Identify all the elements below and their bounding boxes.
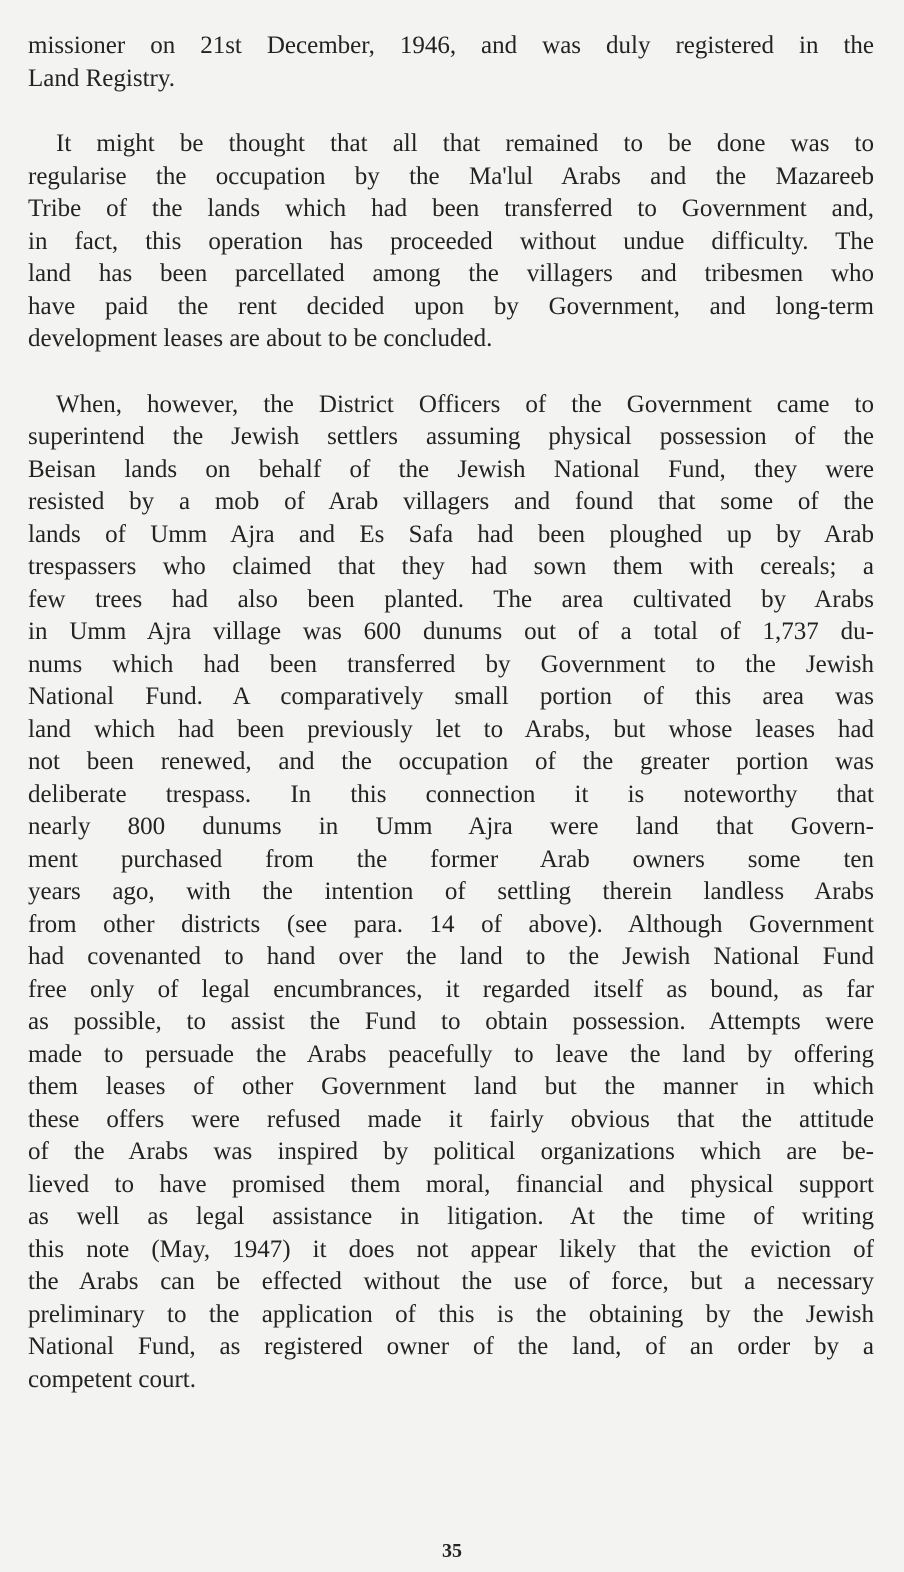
text-line: the Arabs can be effected without the use of force, but a necessary xyxy=(28,1268,874,1295)
text-line: them leases of other Government land but the manner in which xyxy=(28,1073,874,1100)
text-line: Beisan lands on behalf of the Jewish National Fund, they were xyxy=(28,455,874,483)
text-line: trespassers who claimed that they had sown them with cereals; a xyxy=(28,553,874,580)
text-line: nums which had been transferred by Government to the Jewish xyxy=(28,650,874,678)
page-number: 35 xyxy=(442,1540,462,1562)
text-line: land which had been previously let to Arabs, but whose leases had xyxy=(28,715,874,743)
text-line: Tribe of the lands which had been transferred to Government and, xyxy=(28,195,874,222)
text-line: these offers were refused made it fairly obvious that the attitude xyxy=(28,1105,874,1133)
text-line: from other districts (see para. 14 of above). Although Government xyxy=(28,910,874,938)
text-line: have paid the rent decided upon by Government, and long-term xyxy=(28,292,874,320)
text-line: resisted by a mob of Arab villagers and found that some of the xyxy=(28,488,874,515)
paragraph xyxy=(28,128,874,356)
text-line: free only of legal encumbrances, it regarded itself as bound, as far xyxy=(28,975,874,1003)
text-line: development leases are about to be concluded. xyxy=(28,325,493,352)
text-line: made to persuade the Arabs peacefully to leave the land by offering xyxy=(28,1040,874,1068)
text-line: nearly 800 dunums in Umm Ajra were land that Govern- xyxy=(28,813,874,840)
text-line: When, however, the District Officers of the Government came to xyxy=(56,390,874,418)
text-line: lands of Umm Ajra and Es Safa had been ploughed up by Arab xyxy=(28,520,874,548)
text-line: National Fund, as registered owner of the land, of an order by a xyxy=(28,1333,874,1360)
text-line: It might be thought that all that remained to be done was to xyxy=(56,130,874,157)
text-line: ment purchased from the former Arab owners some ten xyxy=(28,845,874,873)
text-line: few trees had also been planted. The area cultivated by Arabs xyxy=(28,585,874,613)
text-line: as well as legal assistance in litigation. At the time of writing xyxy=(28,1203,874,1230)
text-line: of the Arabs was inspired by political organizations which are be- xyxy=(28,1138,874,1165)
text-line: not been renewed, and the occupation of the greater portion was xyxy=(28,748,874,775)
text-line: had covenanted to hand over the land to the Jewish National Fund xyxy=(28,943,874,970)
text-line: National Fund. A comparatively small portion of this area was xyxy=(28,683,874,710)
text-line: deliberate trespass. In this connection it is noteworthy that xyxy=(28,780,874,808)
text-line: Land Registry. xyxy=(28,64,175,92)
paragraph xyxy=(28,389,874,1397)
text-line: preliminary to the application of this is the obtaining by the Jewish xyxy=(28,1300,874,1328)
text-line: competent court. xyxy=(28,1365,196,1393)
text-line: superintend the Jewish settlers assuming physical possession of the xyxy=(28,423,874,450)
text-line: years ago, with the intention of settling therein landless Arabs xyxy=(28,878,874,905)
text-line: missioner on 21st December, 1946, and was duly registered in the xyxy=(28,32,874,59)
paragraph xyxy=(28,30,874,95)
text-line: in fact, this operation has proceeded without undue difficulty. The xyxy=(28,227,874,255)
document-body xyxy=(28,30,874,1429)
text-line: regularise the occupation by the Ma'lul Arabs and the Mazareeb xyxy=(28,162,874,190)
text-line: lieved to have promised them moral, financial and physical support xyxy=(28,1170,874,1198)
text-line: as possible, to assist the Fund to obtain possession. Attempts were xyxy=(28,1008,874,1035)
text-line: land has been parcellated among the villagers and tribesmen who xyxy=(28,260,874,287)
text-line: this note (May, 1947) it does not appear likely that the eviction of xyxy=(28,1235,874,1263)
text-line: in Umm Ajra village was 600 dunums out of a total of 1,737 du- xyxy=(28,618,874,645)
